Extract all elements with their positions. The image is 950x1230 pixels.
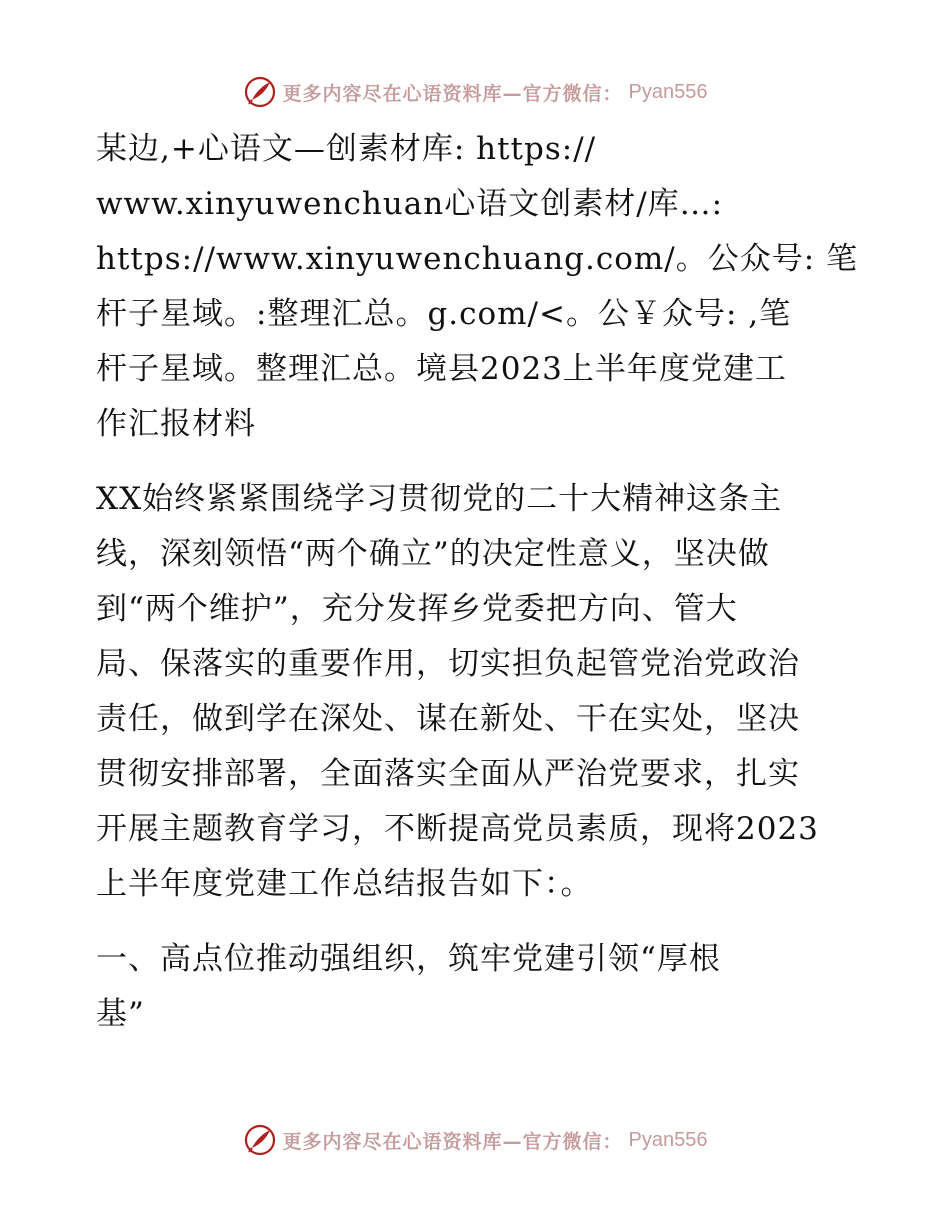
watermark-wechat-id: Pyan556 (628, 80, 708, 103)
watermark-text: 更多内容尽在心语资料库—官方微信： (282, 1130, 623, 1153)
section-heading-1: 一、高点位推动强组织，筑牢党建引领“厚根 基” (96, 941, 721, 1032)
feather-pen-logo-icon (243, 1123, 277, 1157)
watermark-wechat-id: Pyan556 (628, 1128, 708, 1151)
header-watermark-banner (0, 72, 950, 112)
intro-paragraph: 某边,+心语文—创素材库: https:// www.xinyuwenchuan心语文创素材/库…: https://www.xinyuwenchuang.com/。公众号: 笔 杆子星域。:整理汇总。g.com/<。公￥众号: ,笔 杆子星域。整理汇总。境县2023上半年度党建工 作汇报材料 (96, 131, 859, 442)
watermark-text: 更多内容尽在心语资料库—官方微信： (282, 82, 623, 105)
document-body (96, 122, 866, 1042)
feather-pen-logo-icon (243, 75, 277, 109)
summary-paragraph: XX始终紧紧围绕学习贯彻党的二十大精神这条主 线，深刻领悟“两个确立”的决定性意义，坚决做 到“两个维护”，充分发挥乡党委把方向、管大 局、保落实的重要作用，切实担负起管党治党政治 责任，做到学在深处、谋在新处、干在实处，坚决 贯彻安排部署，全面落实全面从严治党要求，扎实 开展主题教育学习，不断提高党员素质，现将2023 上半年度党建工作总结报告如下：。 (96, 481, 819, 902)
footer-watermark-banner (0, 1120, 950, 1160)
